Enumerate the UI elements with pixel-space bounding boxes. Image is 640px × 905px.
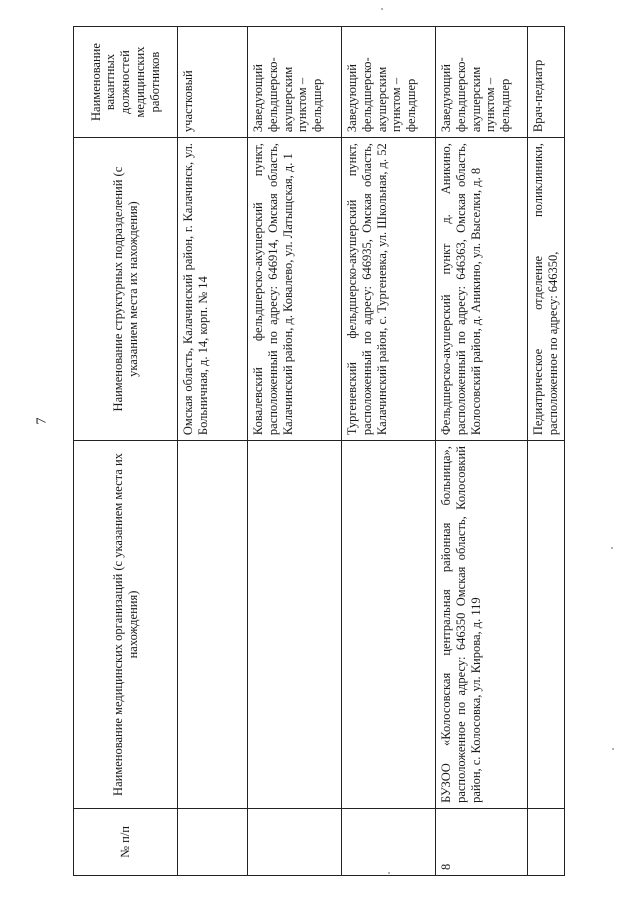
header-num: № п/п xyxy=(74,808,178,875)
scan-speck xyxy=(611,547,613,549)
cell-pos: Заведующий фельдшерско-акушерским пунктом – фельдшер xyxy=(342,27,436,138)
cell-div: Фельдшерско-акушерский пункт д. Аникино, расположенный по адресу: 646363, Омская область, Колосовский район, д. Аникино, ул. Выселки, д. 8 xyxy=(436,138,528,441)
scan-speck xyxy=(381,8,383,10)
cell-pos: Заведующий фельдшерско-акушерским пунктом – фельдшер xyxy=(436,27,528,138)
cell-num xyxy=(528,808,565,875)
header-pos: Наименование вакантных должностей медицинских работников xyxy=(74,27,178,138)
cell-org xyxy=(178,441,248,809)
scan-speck xyxy=(612,748,614,750)
cell-org: БУЗОО «Колосовская центральная районная больница», расположенное по адресу: 646350 Омская область, Колосовкий район, с. Колосовка, ул. Кирова, д. 119 xyxy=(436,441,528,809)
vacancies-table xyxy=(73,26,565,876)
table-row xyxy=(178,27,248,876)
table-row xyxy=(528,27,565,876)
cell-div: Ковалевский фельдшерско-акушерский пункт, расположенный по адресу: 646914, Омская область, Калачинский район, д. Ковалево, ул. Латыщская, д. 1 xyxy=(248,138,342,441)
page-number: 7 xyxy=(34,417,50,425)
cell-pos: Врач-педиатр xyxy=(528,27,565,138)
cell-org xyxy=(528,441,565,809)
header-div: Наименование структурных подразделений (с указанием места их нахождения) xyxy=(74,138,178,441)
scan-speck xyxy=(388,872,390,874)
cell-pos: участковый xyxy=(178,27,248,138)
cell-div: Омская область, Калачинский район, г. Калачинск, ул. Больничная, д. 14, корп. № 14 xyxy=(178,138,248,441)
cell-div: Педиатрическое отделение поликлиники, расположенное по адресу: 646350, xyxy=(528,138,565,441)
cell-pos: Заведующий фельдшерско-акушерским пунктом – фельдшер xyxy=(248,27,342,138)
table-row xyxy=(436,27,528,876)
table-row xyxy=(248,27,342,876)
rotated-table-container xyxy=(73,26,563,876)
table-row xyxy=(342,27,436,876)
cell-div: Тургеневский фельдшерско-акушерский пункт, расположенный по адресу: 646935, Омская область, Калачинский район, с. Тургеневка, ул. Школьная, д. 52 xyxy=(342,138,436,441)
header-org: Наименование медицинских организаций (с указанием места их нахождения) xyxy=(74,441,178,809)
cell-num: 8 xyxy=(436,808,528,875)
cell-org xyxy=(342,441,436,809)
cell-org xyxy=(248,441,342,809)
table-header-row xyxy=(74,27,178,876)
cell-num xyxy=(248,808,342,875)
cell-num xyxy=(342,808,436,875)
cell-num xyxy=(178,808,248,875)
